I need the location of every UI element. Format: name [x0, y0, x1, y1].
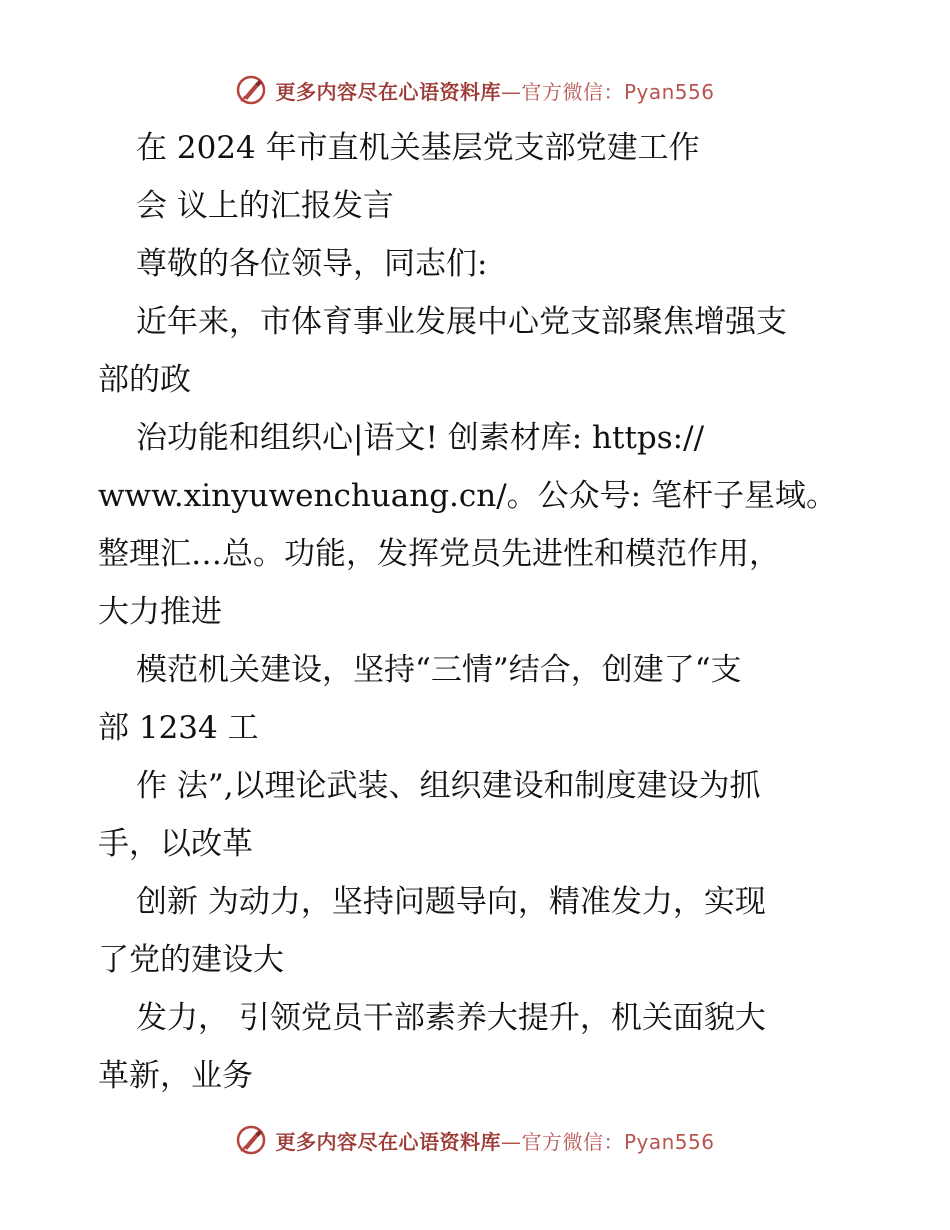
salutation: 尊敬的各位领导，同志们:: [136, 246, 488, 282]
paragraph-line: 发力， 引领党员干部素养大提升，机关面貌大: [136, 1000, 766, 1036]
paragraph-line: 了党的建设大: [98, 942, 284, 978]
banner-text: 更多内容尽在心语资料库—官方微信：Pyan556: [275, 79, 715, 104]
paragraph-line: 部的政: [98, 362, 191, 398]
paragraph-line: 部 1234 工: [98, 710, 259, 746]
paragraph-line: 手，以改革: [98, 826, 253, 862]
document-body: [98, 119, 858, 1105]
paragraph-line: 整理汇…总。功能，发挥党员先进性和模范作用，: [98, 536, 780, 572]
paragraph-line: 革新，业务: [98, 1058, 253, 1094]
pen-logo-icon: [235, 74, 267, 106]
title-line-1: 在 2024 年市直机关基层党支部党建工作: [136, 130, 700, 166]
paragraph-line: 治功能和组织心|语文! 创素材库: https://: [136, 420, 705, 456]
paragraph-line: 大力推进: [98, 594, 222, 630]
paragraph-line: 创新 为动力，坚持问题导向，精准发力，实现: [136, 884, 766, 920]
header-watermark-banner: [0, 70, 950, 110]
pen-logo-icon: [235, 1124, 267, 1156]
paragraph-line: 作 法”,以理论武装、组织建设和制度建设为抓: [136, 768, 761, 804]
paragraph-line: 模范机关建设，坚持“三情”结合，创建了“支: [136, 652, 742, 688]
paragraph-line: 近年来，市体育事业发展中心党支部聚焦增强支: [136, 304, 787, 340]
title-line-2: 会 议上的汇报发言: [136, 188, 394, 224]
paragraph-line: www.xinyuwenchuang.cn/。公众号: 笔杆子星域。: [98, 478, 837, 514]
footer-watermark-banner: [0, 1120, 950, 1160]
banner-text: 更多内容尽在心语资料库—官方微信：Pyan556: [275, 1129, 715, 1154]
